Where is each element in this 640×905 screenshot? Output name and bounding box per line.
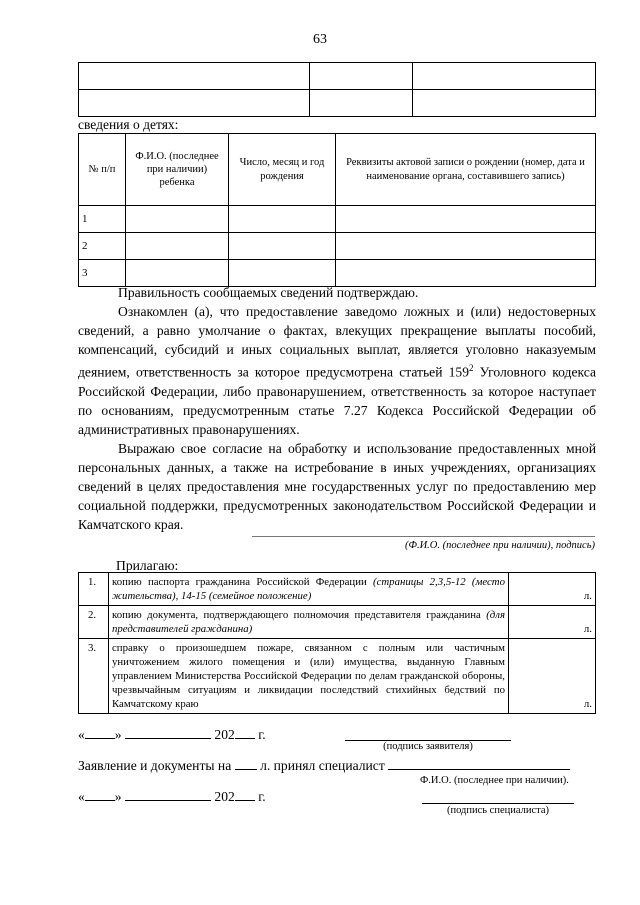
table-row [79, 63, 596, 90]
attachment-number: 2. [79, 606, 109, 639]
row-number: 2 [79, 233, 126, 260]
table-cell [229, 233, 336, 260]
table-header-row [79, 134, 596, 206]
specialist-name-caption: Ф.И.О. (последнее при наличии). [420, 775, 569, 786]
specialist-date: « » 202 г. [78, 789, 266, 804]
liability-paragraph: Ознакомлен (а), что предоставление заведомо ложных и (или) недостоверных сведений, а равно умолчание о фактах, влекущих прекращение выплаты пособий, компенсаций, субсидий и иных социальных выплат, является уголовно наказуемым деянием, ответственность за которое предусмотрена статьей $159^2$ Уголовного кодекса Российской Федерации, либо правонарушением, ответственность за которое наступает по основаниям, предусмотренным статье 7.27 Кодекса Российской Федерации об административных правонарушениях. [78, 304, 596, 437]
children-section-label: сведения о детях: [78, 117, 179, 132]
attachment-number: 3. [79, 639, 109, 714]
table-cell [310, 63, 413, 90]
table-cell [126, 206, 229, 233]
declaration-text [78, 283, 596, 534]
children-table [78, 133, 596, 287]
column-header: Ф.И.О. (последнее при наличии) ребенка [126, 134, 229, 206]
pages-count-field[interactable] [235, 769, 257, 770]
attachments-label: Прилагаю: [116, 558, 179, 573]
page-number: 63 [313, 32, 327, 47]
table-cell [79, 90, 310, 117]
attachment-pages[interactable]: л. [509, 573, 596, 606]
applicant-date: « » 202 г. [78, 727, 266, 742]
confirmation-paragraph: Правильность сообщаемых сведений подтверждаю. [118, 285, 419, 300]
table-row [79, 606, 596, 639]
table-row [79, 90, 596, 117]
day-field[interactable] [85, 800, 115, 801]
month-field[interactable] [125, 800, 211, 801]
attachment-pages[interactable]: л. [509, 639, 596, 714]
received-line: Заявление и документы на л. принял специалист [78, 758, 570, 774]
attachment-text: копию паспорта гражданина Российской Федерации (страницы 2,3,5-12 (место жительства), 14-15 (семейное положение) [109, 573, 509, 606]
year-field[interactable] [235, 738, 255, 739]
row-number: 3 [79, 260, 126, 287]
table-row [79, 573, 596, 606]
table-cell [336, 233, 596, 260]
attachments-table [78, 572, 596, 714]
column-header: Реквизиты актовой записи о рождении (номер, дата и наименование органа, составившего запись) [336, 134, 596, 206]
attachment-text: копию документа, подтверждающего полномочия представителя гражданина (для представителей гражданина) [109, 606, 509, 639]
signature-caption: (Ф.И.О. (последнее при наличии), подпись) [405, 540, 595, 551]
specialist-name-field[interactable] [388, 769, 570, 770]
attachment-text: справку о произошедшем пожаре, связанном с полным или частичным уничтожением жилого помещения и (или) имущества, выданную Главным управлением Министерства Российской Федерации по делам гражданской обороны, чрезвычайным ситуациям и ликвидации последствий стихийных бедствий по Камчатскому краю [109, 639, 509, 714]
month-field[interactable] [125, 738, 211, 739]
table-cell [126, 233, 229, 260]
specialist-signature-field[interactable] [422, 803, 574, 804]
attachment-number: 1. [79, 573, 109, 606]
applicant-signature-line[interactable] [252, 536, 595, 537]
year-field[interactable] [235, 800, 255, 801]
table-row [79, 206, 596, 233]
table-cell [79, 63, 310, 90]
column-header: № п/п [79, 134, 126, 206]
attachment-pages[interactable]: л. [509, 606, 596, 639]
table-row [79, 639, 596, 714]
applicant-signature-caption: (подпись заявителя) [383, 741, 473, 752]
top-table-fragment [78, 62, 596, 117]
table-cell [229, 206, 336, 233]
column-header: Число, месяц и год рождения [229, 134, 336, 206]
table-cell [310, 90, 413, 117]
row-number: 1 [79, 206, 126, 233]
table-cell [413, 90, 596, 117]
table-row [79, 233, 596, 260]
table-cell [336, 206, 596, 233]
table-cell [413, 63, 596, 90]
consent-paragraph: Выражаю свое согласие на обработку и использование предоставленных мной персональных данных, а также на истребование в иных учреждениях, организациях сведений в целях предоставления мне государственных услуг по предоставлению мер социальной поддержки, предусмотренных законодательством Российской Федерации и Камчатского края. [78, 440, 596, 532]
specialist-signature-caption: (подпись специалиста) [446, 805, 550, 816]
day-field[interactable] [85, 738, 115, 739]
